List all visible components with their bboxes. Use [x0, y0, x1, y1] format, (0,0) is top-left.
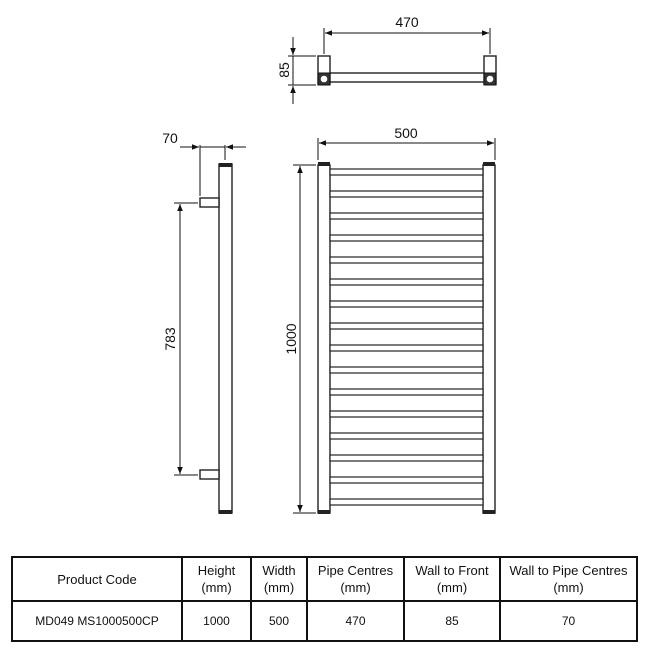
front-view-rail-bar	[330, 411, 483, 417]
front-view-rail-bar	[330, 235, 483, 241]
front-view-rail-bar	[330, 169, 483, 175]
table-row	[12, 601, 637, 641]
header-height: Height (mm)	[182, 557, 251, 601]
cell-pipe-centres: 470	[307, 601, 404, 641]
side-view-bracket-spacing-label: 783	[162, 327, 178, 351]
cell-wall-to-pipe-centres: 70	[500, 601, 637, 641]
top-view-width-label: 470	[395, 14, 419, 30]
front-view-height-label: 1000	[283, 323, 299, 355]
header-product-code: Product Code	[12, 557, 182, 601]
front-view-rail-bar	[330, 323, 483, 329]
front-view-rail-bar	[330, 213, 483, 219]
table-header-row	[12, 557, 637, 601]
header-wall-to-front: Wall to Front (mm)	[404, 557, 500, 601]
front-view-right-upright	[483, 165, 495, 513]
header-wall-to-pipe-centres: Wall to Pipe Centres (mm)	[500, 557, 637, 601]
cell-product-code: MD049 MS1000500CP	[12, 601, 182, 641]
side-view-offset-label: 70	[162, 130, 178, 146]
top-view	[276, 14, 496, 104]
front-view-rail-bar	[330, 191, 483, 197]
top-view-rail	[324, 73, 492, 82]
front-view-rail-bar	[330, 279, 483, 285]
header-pipe-centres: Pipe Centres (mm)	[307, 557, 404, 601]
front-view-rail-bar	[330, 499, 483, 505]
cell-width: 500	[251, 601, 307, 641]
specification-table	[11, 556, 638, 642]
front-view-rail-bar	[330, 345, 483, 351]
front-view-rail-bar	[330, 433, 483, 439]
front-view-rail-bar	[330, 367, 483, 373]
front-view-bars	[330, 169, 483, 505]
front-view	[283, 125, 495, 514]
front-view-left-upright	[318, 165, 330, 513]
front-view-rail-bar	[330, 301, 483, 307]
side-view-top-bracket	[200, 198, 219, 207]
cell-height: 1000	[182, 601, 251, 641]
front-view-rail-bar	[330, 455, 483, 461]
top-view-depth-label: 85	[276, 62, 292, 78]
side-view-upright	[219, 164, 232, 513]
front-view-width-label: 500	[394, 125, 418, 141]
front-view-rail-bar	[330, 389, 483, 395]
side-view	[162, 130, 246, 514]
cell-wall-to-front: 85	[404, 601, 500, 641]
header-width: Width (mm)	[251, 557, 307, 601]
side-view-bottom-bracket	[200, 470, 219, 479]
front-view-rail-bar	[330, 257, 483, 263]
front-view-rail-bar	[330, 477, 483, 483]
